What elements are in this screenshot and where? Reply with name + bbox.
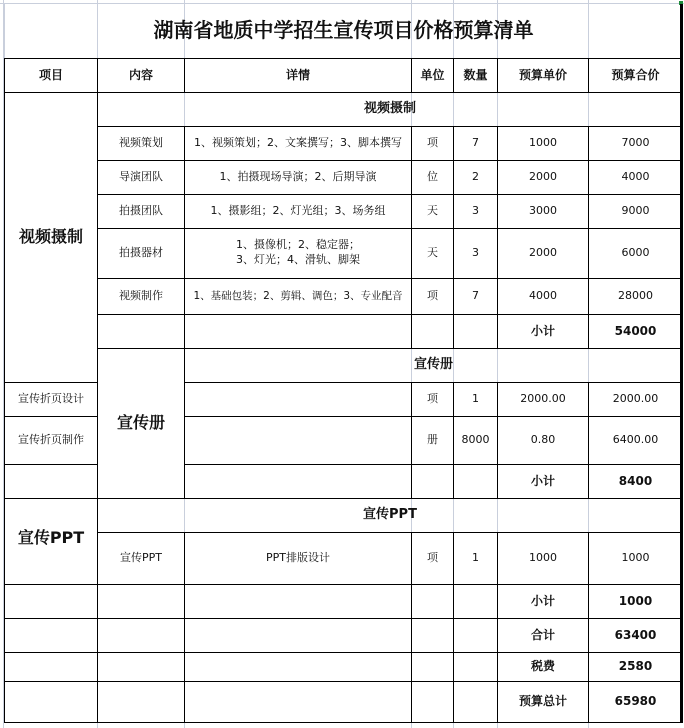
empty-cell[interactable] <box>98 584 185 618</box>
table-row <box>5 194 683 228</box>
empty-cell[interactable] <box>185 618 412 652</box>
total-row <box>5 618 683 652</box>
content-cell[interactable]: 导演团队 <box>98 160 185 194</box>
empty-cell[interactable] <box>5 584 98 618</box>
total-price-cell[interactable]: 6400.00 <box>589 416 683 464</box>
empty-cell[interactable] <box>5 681 98 722</box>
empty-cell[interactable] <box>185 652 412 681</box>
subtotal-label[interactable]: 小计 <box>498 584 589 618</box>
empty-cell[interactable] <box>454 652 498 681</box>
unit-price-cell[interactable]: 2000 <box>498 160 589 194</box>
details-line: 1、摄像机；2、稳定器； <box>236 238 360 252</box>
table-row <box>5 228 683 278</box>
total-value[interactable]: 63400 <box>589 618 683 652</box>
details-cell[interactable]: 1、基础包装；2、剪辑、调色；3、专业配音 <box>185 278 412 314</box>
quantity-cell[interactable]: 7 <box>454 278 498 314</box>
sheet-title[interactable]: 湖南省地质中学招生宣传项目价格预算清单 <box>5 4 683 58</box>
header-quantity[interactable]: 数量 <box>454 58 498 92</box>
unit-price-cell[interactable]: 0.80 <box>498 416 589 464</box>
details-line: 3、灯光；4、滑轨、脚架 <box>236 253 360 266</box>
empty-cell[interactable] <box>185 681 412 722</box>
unit-cell[interactable]: 位 <box>412 160 454 194</box>
quantity-cell[interactable]: 1 <box>454 382 498 416</box>
tax-label[interactable]: 税费 <box>498 652 589 681</box>
subtotal-value[interactable]: 1000 <box>589 584 683 618</box>
details-cell[interactable]: 1、视频策划；2、文案撰写；3、脚本撰写 <box>185 126 412 160</box>
table-right-border <box>680 4 683 722</box>
total-price-cell[interactable]: 2000.00 <box>589 382 683 416</box>
subtotal-value[interactable]: 54000 <box>589 314 683 348</box>
total-price-cell[interactable]: 4000 <box>589 160 683 194</box>
empty-cell[interactable] <box>5 618 98 652</box>
unit-price-cell[interactable]: 2000 <box>498 228 589 278</box>
subtotal-row <box>5 314 683 348</box>
empty-cell[interactable] <box>5 652 98 681</box>
table-row <box>5 532 683 584</box>
content-cell[interactable]: 宣传折页设计 <box>5 382 98 416</box>
header-unit-price[interactable]: 预算单价 <box>498 58 589 92</box>
tax-row <box>5 652 683 681</box>
empty-cell[interactable] <box>454 618 498 652</box>
details-cell[interactable] <box>185 416 412 464</box>
unit-cell[interactable]: 项 <box>412 532 454 584</box>
total-price-cell[interactable]: 6000 <box>589 228 683 278</box>
section-header-video[interactable]: 视频摄制 <box>98 92 683 126</box>
quantity-cell[interactable]: 1 <box>454 532 498 584</box>
empty-cell[interactable] <box>412 618 454 652</box>
content-cell[interactable]: 拍摄器材 <box>98 228 185 278</box>
category-video[interactable]: 视频摄制 <box>5 92 98 382</box>
total-price-cell[interactable]: 7000 <box>589 126 683 160</box>
empty-cell[interactable] <box>185 584 412 618</box>
quantity-cell[interactable]: 3 <box>454 228 498 278</box>
total-price-cell[interactable]: 9000 <box>589 194 683 228</box>
table-row <box>5 160 683 194</box>
empty-cell[interactable] <box>454 314 498 348</box>
unit-cell[interactable]: 天 <box>412 228 454 278</box>
empty-cell[interactable] <box>185 314 412 348</box>
empty-cell[interactable] <box>98 681 185 722</box>
content-cell[interactable]: 视频制作 <box>98 278 185 314</box>
empty-cell[interactable] <box>185 464 412 498</box>
budget-sheet <box>4 4 682 723</box>
quantity-cell[interactable]: 3 <box>454 194 498 228</box>
empty-cell[interactable] <box>5 464 98 498</box>
unit-price-cell[interactable]: 1000 <box>498 126 589 160</box>
subtotal-label[interactable]: 小计 <box>498 464 589 498</box>
content-cell[interactable]: 宣传折页制作 <box>5 416 98 464</box>
unit-price-cell[interactable]: 2000.00 <box>498 382 589 416</box>
content-cell[interactable]: 宣传PPT <box>98 532 185 584</box>
quantity-cell[interactable]: 8000 <box>454 416 498 464</box>
unit-price-cell[interactable]: 4000 <box>498 278 589 314</box>
section-header-brochure[interactable]: 宣传册 <box>185 348 683 382</box>
details-cell[interactable] <box>185 382 412 416</box>
tax-value[interactable]: 2580 <box>589 652 683 681</box>
unit-cell[interactable]: 天 <box>412 194 454 228</box>
content-cell[interactable]: 拍摄团队 <box>98 194 185 228</box>
subtotal-label[interactable]: 小计 <box>498 314 589 348</box>
grand-total-label[interactable]: 预算总计 <box>498 681 589 722</box>
total-price-cell[interactable]: 1000 <box>589 532 683 584</box>
total-price-cell[interactable]: 28000 <box>589 278 683 314</box>
details-cell[interactable]: 1、摄影组；2、灯光组；3、场务组 <box>185 194 412 228</box>
quantity-cell[interactable]: 2 <box>454 160 498 194</box>
details-cell[interactable]: PPT排版设计 <box>185 532 412 584</box>
details-cell[interactable] <box>185 228 412 278</box>
quantity-cell[interactable]: 7 <box>454 126 498 160</box>
table-row <box>5 126 683 160</box>
budget-table <box>4 4 683 723</box>
header-unit[interactable]: 单位 <box>412 58 454 92</box>
category-brochure[interactable]: 宣传册 <box>98 348 185 498</box>
subtotal-row <box>5 584 683 618</box>
subtotal-value[interactable]: 8400 <box>589 464 683 498</box>
unit-cell[interactable]: 项 <box>412 382 454 416</box>
category-ppt[interactable]: 宣传PPT <box>5 498 98 584</box>
empty-cell[interactable] <box>454 681 498 722</box>
empty-cell[interactable] <box>412 314 454 348</box>
empty-cell[interactable] <box>454 584 498 618</box>
unit-cell[interactable]: 项 <box>412 126 454 160</box>
details-cell[interactable]: 1、拍摄现场导演；2、后期导演 <box>185 160 412 194</box>
unit-price-cell[interactable]: 3000 <box>498 194 589 228</box>
unit-price-cell[interactable]: 1000 <box>498 532 589 584</box>
empty-cell[interactable] <box>98 314 185 348</box>
empty-cell[interactable] <box>412 584 454 618</box>
grand-total-row <box>5 681 683 722</box>
empty-cell[interactable] <box>98 618 185 652</box>
header-content[interactable]: 内容 <box>98 58 185 92</box>
content-cell[interactable]: 视频策划 <box>98 126 185 160</box>
empty-cell[interactable] <box>412 464 454 498</box>
header-total-price[interactable]: 预算合价 <box>589 58 683 92</box>
section-header-ppt[interactable]: 宣传PPT <box>98 498 683 532</box>
grand-total-value[interactable]: 65980 <box>589 681 683 722</box>
header-row <box>5 58 683 92</box>
empty-cell[interactable] <box>98 652 185 681</box>
unit-cell[interactable]: 项 <box>412 278 454 314</box>
unit-cell[interactable]: 册 <box>412 416 454 464</box>
total-label[interactable]: 合计 <box>498 618 589 652</box>
header-details[interactable]: 详情 <box>185 58 412 92</box>
header-project[interactable]: 项目 <box>5 58 98 92</box>
empty-cell[interactable] <box>454 464 498 498</box>
empty-cell[interactable] <box>412 652 454 681</box>
empty-cell[interactable] <box>412 681 454 722</box>
table-row <box>5 278 683 314</box>
